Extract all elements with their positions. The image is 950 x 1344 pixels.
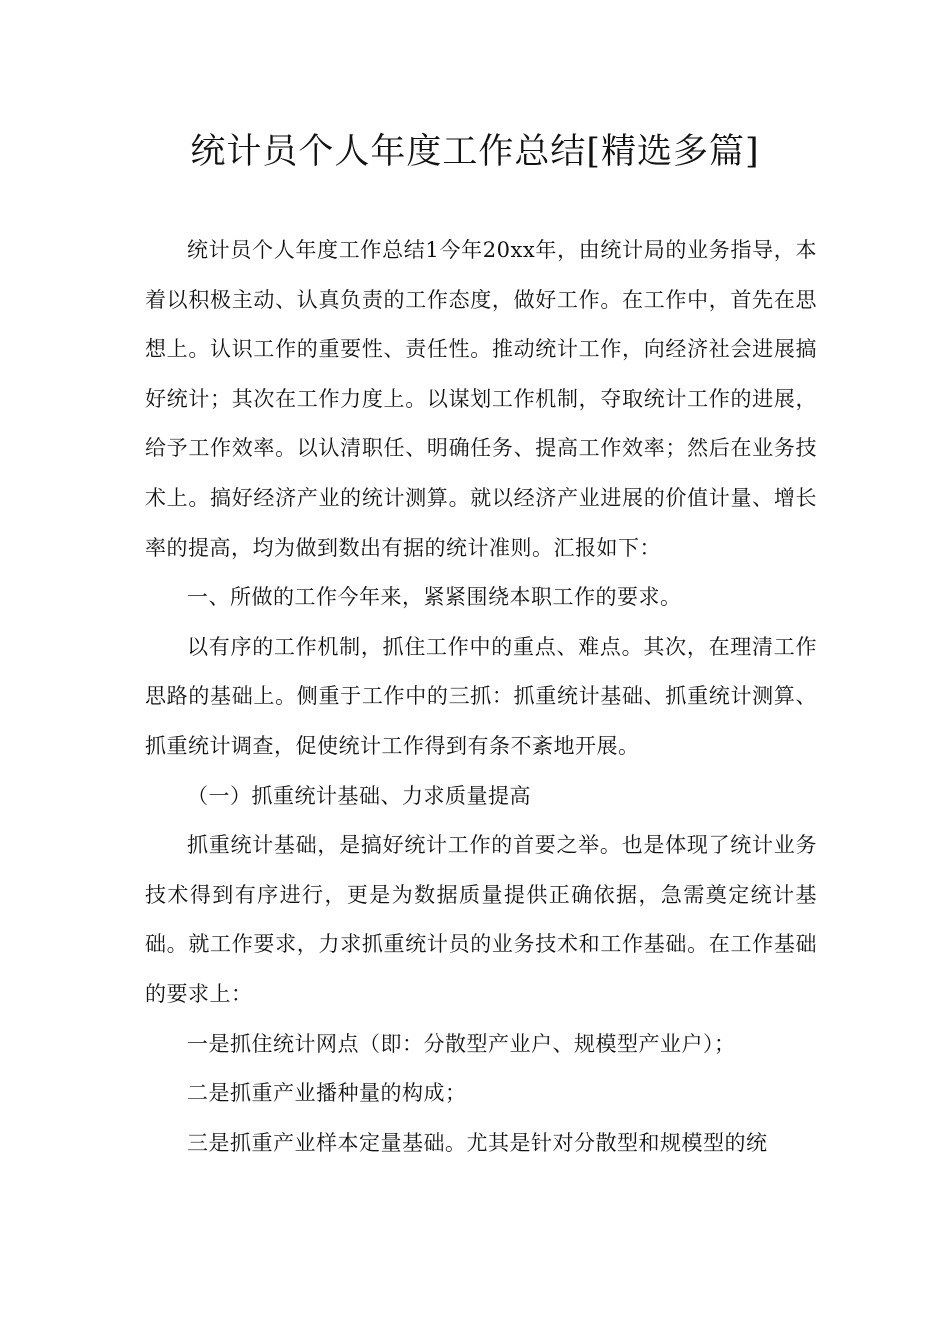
paragraph-point-three: 三是抓重产业样本定量基础。尤其是针对分散型和规模型的统 [187, 1130, 768, 1155]
paragraph-work-mechanism: 以有序的工作机制，抓住工作中的重点、难点。其次，在理清工作思路的基础上。侧重于工作中的三抓：抓重统计基础、抓重统计测算、抓重统计调查，促使统计工作得到有条不紊地开展。 [145, 634, 817, 758]
document-body [145, 226, 817, 1168]
paragraph-statistics-foundation: 抓重统计基础，是搞好统计工作的首要之举。也是体现了统计业务技术得到有序进行，更是为数据质量提供正确依据，急需奠定统计基础。就工作要求，力求抓重统计员的业务技术和工作基础。在工作基础的要求上： [145, 833, 817, 1006]
paragraph-intro: 统计员个人年度工作总结1今年20xx年，由统计局的业务指导，本着以积极主动、认真负责的工作态度，做好工作。在工作中，首先在思想上。认识工作的重要性、责任性。推动统计工作，向经济社会进展搞好统计；其次在工作力度上。以谋划工作机制，夺取统计工作的进展，给予工作效率。以认清职任、明确任务、提高工作效率；然后在业务技术上。搞好经济产业的统计测算。就以经济产业进展的价值计量、增长率的提高，均为做到数出有据的统计准则。汇报如下： [145, 238, 817, 560]
paragraph-subsection-heading: （一）抓重统计基础、力求质量提高 [187, 783, 531, 808]
paragraph-section-heading: 一、所做的工作今年来，紧紧围绕本职工作的要求。 [187, 585, 682, 610]
document-title: 统计员个人年度工作总结[精选多篇] [190, 132, 760, 172]
paragraph-point-two: 二是抓重产业播种量的构成； [187, 1081, 467, 1106]
paragraph-point-one: 一是抓住统计网点（即：分散型产业户、规模型产业户）； [187, 1031, 736, 1056]
